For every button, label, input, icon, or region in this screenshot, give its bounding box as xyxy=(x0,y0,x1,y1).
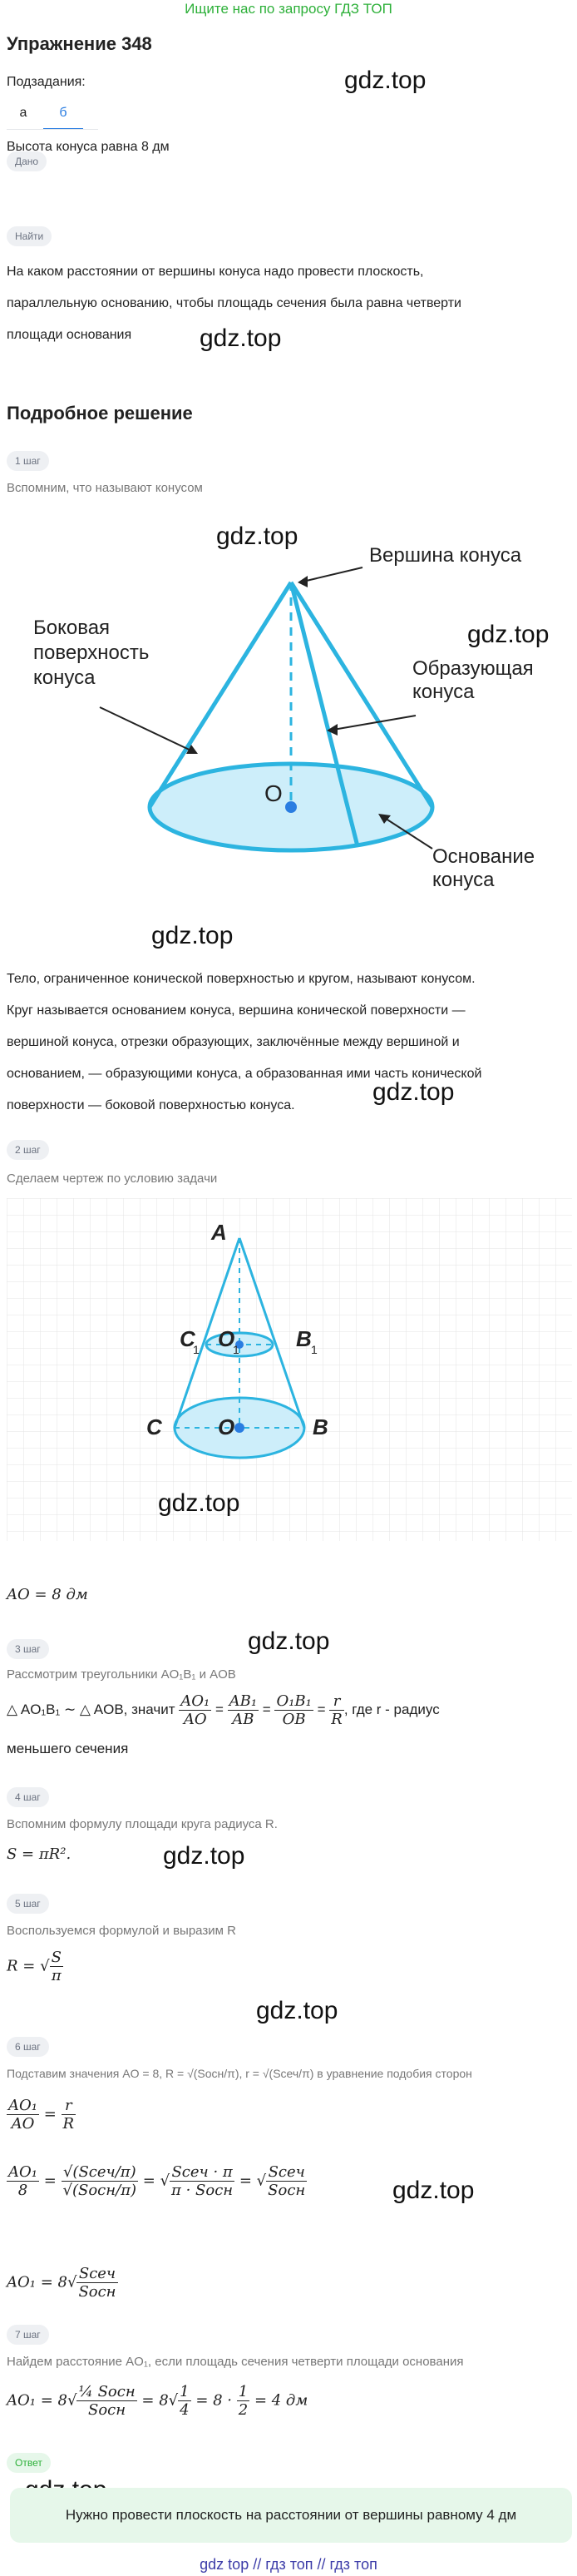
find-line-3: площади основания xyxy=(7,328,132,342)
step-3-badge: 3 шаг xyxy=(7,1639,49,1659)
step-3-tail-2: меньшего сечения xyxy=(7,1741,129,1756)
frac-1: $\frac{\text{AO₁}}{AO}$ xyxy=(180,1692,210,1728)
lateral-label-3: конуса xyxy=(33,666,96,689)
step-5-formula: R = √ $\frac{S}{\pi}$ xyxy=(7,1949,62,1984)
answer-badge: Ответ xyxy=(7,2453,51,2473)
step-7-intro: Найдем расстояние AO₁, если площадь сечения четверти площади основания xyxy=(7,2355,464,2369)
answer-box: Нужно провести плоскость на расстоянии от вершины равному 4 дм xyxy=(10,2488,572,2543)
footer-links[interactable]: gdz top // гдз топ // гдз топ xyxy=(200,2556,377,2573)
frac-3: $\frac{\text{O₁B₁}}{OB}$ xyxy=(276,1692,312,1728)
step-5-intro: Воспользуемся формулой и выразим R xyxy=(7,1924,236,1938)
lateral-label-2: поверхность xyxy=(33,642,150,664)
step1-text-3: вершиной конуса, отрезки образующих, заключённые между вершиной и xyxy=(7,1035,460,1049)
step1-text-2: Круг называется основанием конуса, вершина конической поверхности — xyxy=(7,1003,466,1018)
frac-2: $\frac{\text{AB₁}}{AB}$ xyxy=(229,1692,258,1728)
watermark: gdz.top xyxy=(392,2177,475,2204)
step-3-intro: Рассмотрим треугольники AO₁B₁ и AOB xyxy=(7,1667,236,1682)
find-badge: Найти xyxy=(7,226,52,246)
given-badge: Дано xyxy=(7,151,47,171)
step-2-intro: Сделаем чертеж по условию задачи xyxy=(7,1172,218,1186)
label-C1-sub: 1 xyxy=(193,1343,200,1356)
label-O1-sub: 1 xyxy=(233,1343,239,1356)
label-B1: B xyxy=(296,1326,312,1351)
watermark: gdz.top xyxy=(216,523,298,550)
tab-divider xyxy=(7,129,98,130)
watermark: gdz.top xyxy=(256,1997,338,2024)
page-title: Упражнение 348 xyxy=(7,33,152,54)
step1-text-5: поверхности — боковой поверхностью конуса. xyxy=(7,1098,295,1112)
similarity-text: △ AO₁B₁ ∼ △ AOB, значит xyxy=(7,1701,175,1717)
step-4-badge: 4 шаг xyxy=(7,1787,49,1807)
step-1-intro: Вспомним, что называют конусом xyxy=(7,481,203,495)
watermark: gdz.top xyxy=(248,1627,330,1655)
label-O1: O xyxy=(218,1326,235,1351)
tab-b[interactable]: б xyxy=(43,98,83,130)
step-6-line-2: $\frac{\text{AO₁}}{8}$ = $\frac{\text{√(Sсеч/π)}}{\text{√(Sосн/π)}}$ = √ $\frac{\text{Sсеч · π}}{\text{π · Sосн}}$ = √ $\frac{\text{Sсеч}}{\text{Sосн}}$ xyxy=(8,2163,306,2199)
generator-label-2: конуса xyxy=(412,681,475,703)
step-7-badge: 7 шаг xyxy=(7,2325,49,2345)
base-label-2: конуса xyxy=(432,869,495,891)
step-6-intro: Подставим значения AO = 8, R = √(Sосн/π), r = √(Sсеч/π) в уравнение подобия сторон xyxy=(7,2067,472,2080)
step-7-formula: AO₁ = 8√ $\frac{\text{¼ Sосн}}{\text{Sосн}}$ = 8√ $\frac{1}{4}$ = 8 · $\frac{1}{2}$ = 4 дм xyxy=(7,2383,308,2419)
step-1-badge: 1 шаг xyxy=(7,451,49,471)
label-C: C xyxy=(146,1414,162,1439)
watermark: gdz.top xyxy=(344,67,427,94)
watermark: gdz.top xyxy=(163,1842,245,1870)
step-4-intro: Вспомним формулу площади круга радиуса R. xyxy=(7,1817,278,1831)
watermark: gdz.top xyxy=(467,621,550,648)
watermark: gdz.top xyxy=(151,922,234,949)
watermark: gdz.top xyxy=(158,1489,240,1517)
label-C1: C xyxy=(180,1326,195,1351)
given-text: Высота конуса равна 8 дм xyxy=(7,140,170,154)
label-B: B xyxy=(313,1414,328,1439)
step1-text-1: Тело, ограниченное конической поверхностью и кругом, называют конусом. xyxy=(7,972,476,986)
step-7-result: = 4 дм xyxy=(254,2391,308,2410)
label-A: A xyxy=(211,1220,227,1245)
step-2-badge: 2 шаг xyxy=(7,1140,49,1160)
ao-equation: AO = 8 дм xyxy=(7,1586,88,1603)
lateral-label-1: Боковая xyxy=(33,617,111,639)
r-lhs: R = xyxy=(7,1957,36,1975)
tab-a[interactable]: а xyxy=(19,106,27,120)
find-line-1: На каком расстоянии от вершины конуса надо провести плоскость, xyxy=(7,265,424,279)
step-4-formula: S = πR². xyxy=(7,1845,72,1863)
center-label: O xyxy=(264,780,283,806)
label-B1-sub: 1 xyxy=(311,1343,318,1356)
top-banner[interactable]: Ищите нас по запросу ГДЗ ТОП xyxy=(185,1,392,17)
step-6-line-1: $\frac{\text{AO₁}}{AO}$ = $\frac{r}{R}$ xyxy=(8,2097,75,2133)
grid-figure xyxy=(7,1198,572,1541)
solution-title: Подробное решение xyxy=(7,403,193,424)
label-O: O xyxy=(218,1414,235,1439)
apex-label: Вершина конуса xyxy=(369,544,522,567)
step-6-badge: 6 шаг xyxy=(7,2037,49,2057)
step-6-line-3: AO₁ = 8√ $\frac{\text{Sсеч}}{\text{Sосн}}$ xyxy=(7,2265,116,2301)
generator-label-1: Образующая xyxy=(412,657,534,680)
step-3-tail: , где r - радиус xyxy=(343,1701,440,1717)
step1-text-4: основанием, — образующими конуса, а образованная ими часть конической xyxy=(7,1067,482,1081)
subtasks-label: Подзадания: xyxy=(7,75,86,89)
base-label-1: Основание xyxy=(432,845,535,868)
frac-4: $\frac{r}{R}$ xyxy=(331,1692,343,1728)
find-line-2: параллельную основанию, чтобы площадь сечения была равна четверти xyxy=(7,296,461,310)
watermark: gdz.top xyxy=(200,324,282,352)
step-3-similarity: △ AO₁B₁ ∼ △ AOB, значит $\frac{\text{AO₁}}{AO}$ = $\frac{\text{AB₁}}{AB}$ = $\frac{\text{O₁B₁}}{OB}$ = $\frac{r}{R}$ , где r - радиус xyxy=(7,1692,440,1728)
watermark: gdz.top xyxy=(372,1078,455,1106)
step-5-badge: 5 шаг xyxy=(7,1894,49,1914)
